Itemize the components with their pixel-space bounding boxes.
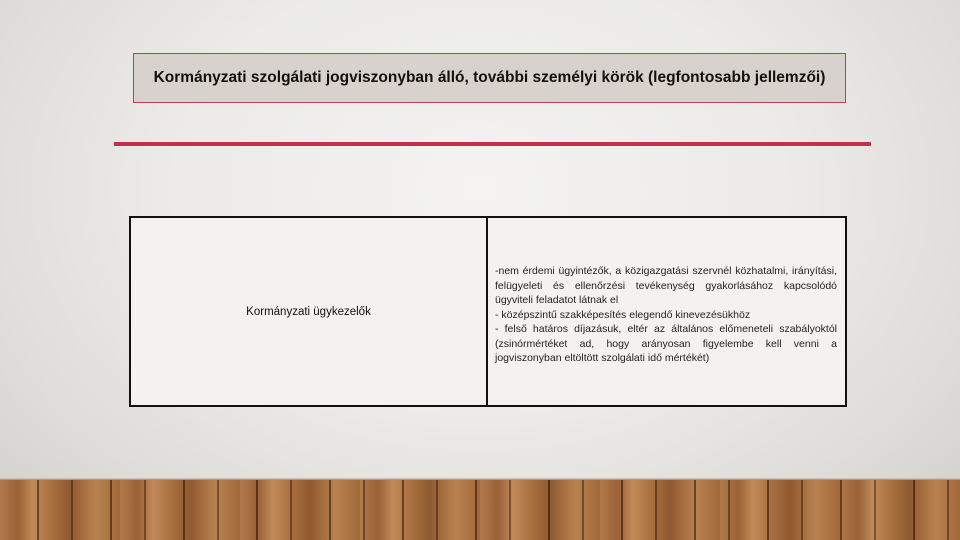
accent-divider (114, 142, 871, 146)
title-box (133, 53, 846, 103)
description-line: -nem érdemi ügyintézők, a közigazgatási szervnél közhatalmi, irányítási, felügyeleti és ellenőrzési tevékenység gyakorlásához kapcsolódó ügyviteli feladatot látnak el (495, 265, 837, 306)
table-cell-left (131, 218, 488, 405)
table-cell-right (488, 218, 845, 405)
content-table (129, 216, 847, 407)
description-line: - középszintű szakképesítés elegendő kinevezésükhöz (495, 308, 751, 321)
slide-title: Kormányzati szolgálati jogviszonyban álló, további személyi körök (legfontosabb jellemzői) (153, 69, 826, 86)
wooden-floor-background (0, 480, 960, 540)
category-label: Kormányzati ügykezelők (246, 305, 371, 318)
description-line: - felső határos díjazásuk, eltér az általános előmeneteli szabályoktól (zsinórmértéket ad, hogy arányosan figyelembe kell venni a jogviszonyban eltöltött szolgálati idő mértékét) (495, 323, 837, 364)
